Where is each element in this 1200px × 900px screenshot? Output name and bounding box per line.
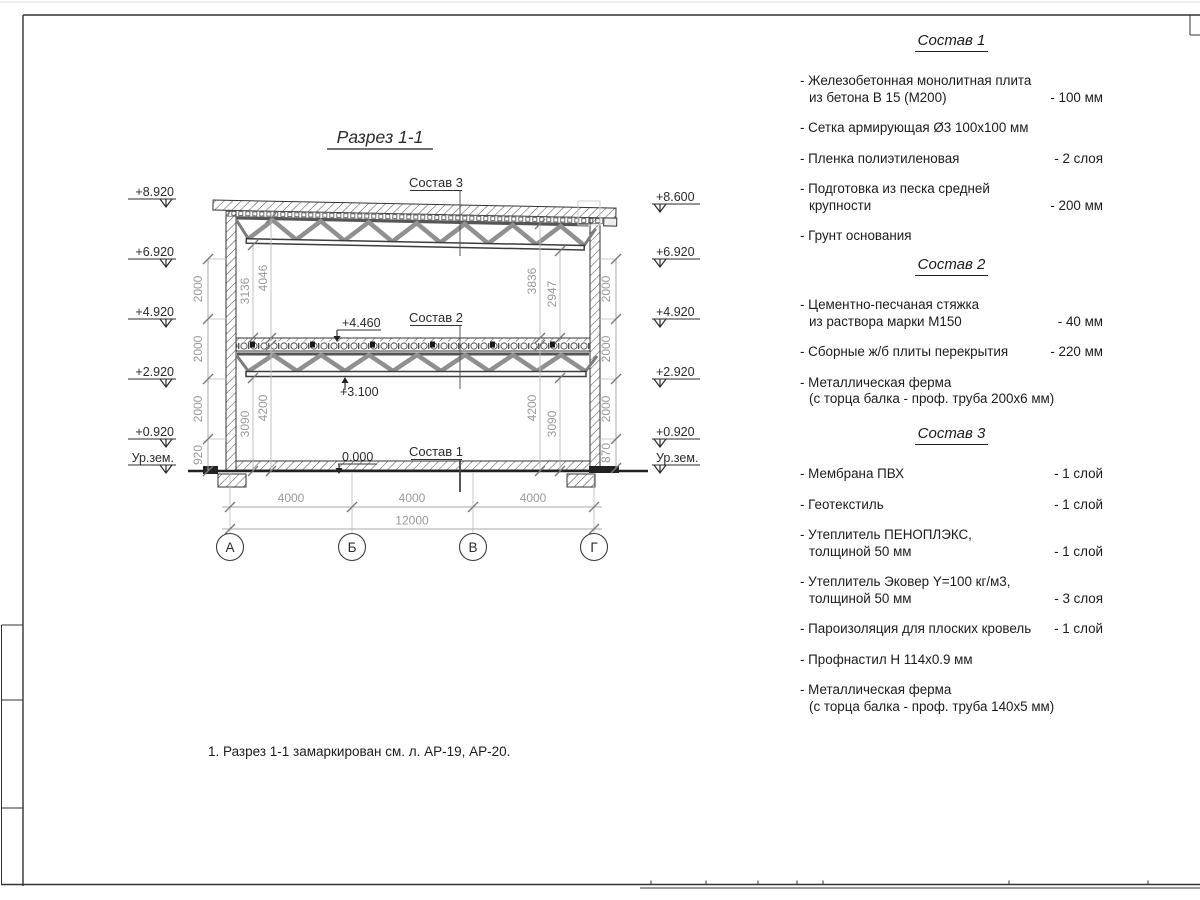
svg-text:3136: 3136 xyxy=(238,277,252,305)
dim-bottom xyxy=(222,473,602,534)
truss2-web xyxy=(249,355,585,371)
composition-item-lines xyxy=(800,527,1048,560)
elevation-mark xyxy=(128,451,176,473)
composition-item xyxy=(800,682,1103,715)
composition-line: - Пленка полиэтиленовая xyxy=(800,150,960,166)
elevation-marks-left xyxy=(128,185,176,473)
svg-text:3090: 3090 xyxy=(238,410,252,438)
elevation-marks-right xyxy=(652,190,700,473)
composition-item-lines xyxy=(800,73,1044,106)
elevation-mark xyxy=(652,245,700,267)
composition-item xyxy=(800,466,1103,483)
composition-item-lines xyxy=(800,652,1103,669)
svg-text:12000: 12000 xyxy=(395,513,429,528)
composition-value: - 1 слой xyxy=(1054,466,1103,481)
axis-label: Г xyxy=(590,540,598,555)
composition-item-lines xyxy=(800,297,1052,330)
composition-title-text: Состав 2 xyxy=(915,256,989,276)
svg-text:4200: 4200 xyxy=(256,394,270,422)
svg-text:+2.920: +2.920 xyxy=(656,365,695,379)
svg-text:4000: 4000 xyxy=(277,491,305,505)
roof-end-cap xyxy=(604,218,617,226)
svg-text:+8.920: +8.920 xyxy=(135,185,174,199)
footing-right xyxy=(567,474,595,487)
elevation-mark xyxy=(128,305,176,327)
composition-line: - Сборные ж/б плиты перекрытия xyxy=(800,344,1009,359)
svg-text:3090: 3090 xyxy=(545,410,559,438)
composition-panel xyxy=(800,0,1103,760)
composition-line: - Утеплитель ПЕНОПЛЭКС, xyxy=(800,527,972,542)
composition-item xyxy=(800,621,1103,638)
corner-box xyxy=(1190,15,1200,35)
composition-line: (с торца балка - проф. труба 140х5 мм) xyxy=(809,698,1055,714)
level-3100: +3.100 xyxy=(340,385,379,399)
composition-item xyxy=(800,73,1103,106)
composition-line: - Металлическая ферма xyxy=(800,682,952,697)
left-margin-boxes xyxy=(2,625,24,885)
middle-floor xyxy=(236,338,597,377)
composition-line: - Утеплитель Эковер Y=100 кг/м3, xyxy=(800,574,1011,589)
composition-line: - Пароизоляция для плоских кровель xyxy=(800,621,1032,636)
svg-text:3836: 3836 xyxy=(525,267,539,295)
svg-text:4200: 4200 xyxy=(525,394,539,422)
elevation-mark xyxy=(652,451,700,473)
svg-text:4046: 4046 xyxy=(256,264,270,292)
axis-label: В xyxy=(468,540,478,555)
svg-text:+0.920: +0.920 xyxy=(656,425,695,439)
sheet-note: 1. Разрез 1-1 замаркирован см. л. АР-19, АР-20. xyxy=(208,744,511,759)
composition-line: - Подготовка из песка средней xyxy=(800,181,990,196)
composition-title-text: Состав 3 xyxy=(915,425,989,445)
composition-value: - 3 слоя xyxy=(1054,590,1103,606)
composition-item xyxy=(800,497,1103,514)
svg-text:2000: 2000 xyxy=(599,335,613,363)
composition-value: - 100 мм xyxy=(1050,89,1103,105)
composition-value: - 220 мм xyxy=(1050,344,1103,359)
svg-text:2000: 2000 xyxy=(191,335,205,363)
composition-line: - Металлическая ферма xyxy=(800,374,952,390)
svg-text:2947: 2947 xyxy=(545,280,559,308)
truss2-bottom-chord xyxy=(246,372,586,377)
composition-section xyxy=(800,256,1103,422)
composition-item xyxy=(800,120,1103,137)
composition-line: - Мембрана ПВХ xyxy=(800,466,905,481)
composition-line: (с торца балка - проф. труба 200х6 мм) xyxy=(809,391,1055,406)
svg-text:+2.920: +2.920 xyxy=(135,365,174,379)
composition-line: - Цементно-песчаная стяжка xyxy=(800,297,980,312)
composition-item-lines xyxy=(800,497,1048,514)
composition-item xyxy=(800,228,1103,245)
composition-item-lines xyxy=(800,682,1103,715)
composition-line: - Профнастил Н 114х0.9 мм xyxy=(800,651,973,667)
level-0000: 0.000 xyxy=(342,450,374,464)
svg-text:2000: 2000 xyxy=(599,395,613,423)
elevation-mark xyxy=(128,365,176,387)
composition-item xyxy=(800,344,1103,361)
composition-item xyxy=(800,181,1103,214)
composition-line: - Грунт основания xyxy=(800,228,912,243)
elevation-mark xyxy=(652,425,700,447)
elevation-mark xyxy=(652,190,700,212)
svg-text:2000: 2000 xyxy=(191,275,205,303)
svg-text:+6.920: +6.920 xyxy=(656,245,695,259)
composition-item-lines xyxy=(800,574,1048,607)
composition-item xyxy=(800,375,1103,408)
composition-item-lines xyxy=(800,344,1044,361)
composition-line: из раствора марки М150 xyxy=(809,313,962,329)
svg-text:2000: 2000 xyxy=(599,275,613,303)
composition-item xyxy=(800,297,1103,330)
composition-value: - 200 мм xyxy=(1050,197,1103,213)
composition-value: - 1 слой xyxy=(1054,496,1103,512)
dim-chain-right xyxy=(598,254,621,473)
elevation-mark xyxy=(128,185,176,207)
composition-section xyxy=(800,425,1103,729)
svg-text:Ур.зем.: Ур.зем. xyxy=(656,451,699,465)
svg-text:4000: 4000 xyxy=(398,491,426,505)
composition-item xyxy=(800,652,1103,669)
composition-line: - Геотекстиль xyxy=(800,496,884,512)
composition-item-lines xyxy=(800,151,1048,168)
composition-value: - 1 слой xyxy=(1054,543,1103,559)
composition-title-text: Состав 1 xyxy=(915,32,989,52)
sostav3-label: Состав 3 xyxy=(409,175,463,190)
composition-line: из бетона В 15 (М200) xyxy=(809,89,947,105)
composition-item xyxy=(800,527,1103,560)
composition-item-lines xyxy=(800,228,1103,245)
composition-value: - 1 слой xyxy=(1054,621,1103,636)
composition-item-lines xyxy=(800,120,1103,137)
ground-slab xyxy=(236,461,590,470)
dim-chain-left xyxy=(191,254,227,476)
svg-text:+6.920: +6.920 xyxy=(135,245,174,259)
composition-item-lines xyxy=(800,466,1048,483)
svg-text:870: 870 xyxy=(599,442,613,464)
composition-title xyxy=(800,256,1103,273)
composition-title xyxy=(800,32,1103,49)
drawing-title: Разрез 1-1 xyxy=(336,127,424,147)
svg-text:+8.600: +8.600 xyxy=(656,190,695,204)
composition-item xyxy=(800,151,1103,168)
composition-line: крупности xyxy=(809,197,872,213)
composition-item-lines xyxy=(800,181,1044,214)
composition-value: - 2 слоя xyxy=(1054,150,1103,166)
ground-floor xyxy=(188,461,648,487)
composition-line: - Железобетонная монолитная плита xyxy=(800,73,1032,88)
composition-value: - 40 мм xyxy=(1057,313,1103,329)
svg-text:+0.920: +0.920 xyxy=(135,425,174,439)
composition-title xyxy=(800,425,1103,442)
roof-assembly xyxy=(212,200,617,251)
axis-bubbles xyxy=(217,534,608,561)
composition-section xyxy=(800,32,1103,259)
composition-item xyxy=(800,574,1103,607)
svg-text:+4.920: +4.920 xyxy=(656,305,695,319)
footing-left xyxy=(218,474,246,487)
elevation-mark xyxy=(128,245,176,267)
svg-text:2000: 2000 xyxy=(191,395,205,423)
elevation-mark xyxy=(652,365,700,387)
elevation-mark xyxy=(652,305,700,327)
wall-left xyxy=(226,211,236,471)
svg-text:4000: 4000 xyxy=(519,491,547,505)
sostav2-label: Состав 2 xyxy=(409,310,463,325)
composition-item-lines xyxy=(800,375,1103,408)
svg-text:Ур.зем.: Ур.зем. xyxy=(131,451,174,465)
axis-label: А xyxy=(225,540,235,555)
composition-line: толщиной 50 мм xyxy=(809,543,912,559)
svg-text:+4.920: +4.920 xyxy=(135,305,174,319)
composition-line: - Сетка армирующая Ø3 100х100 мм xyxy=(800,120,1029,135)
composition-line: толщиной 50 мм xyxy=(809,590,912,606)
svg-text:920: 920 xyxy=(191,444,205,466)
elevation-mark xyxy=(128,425,176,447)
sostav1-label: Состав 1 xyxy=(409,444,463,459)
composition-item-lines xyxy=(800,621,1048,638)
axis-label: Б xyxy=(347,540,357,555)
level-4460: +4.460 xyxy=(342,316,381,330)
